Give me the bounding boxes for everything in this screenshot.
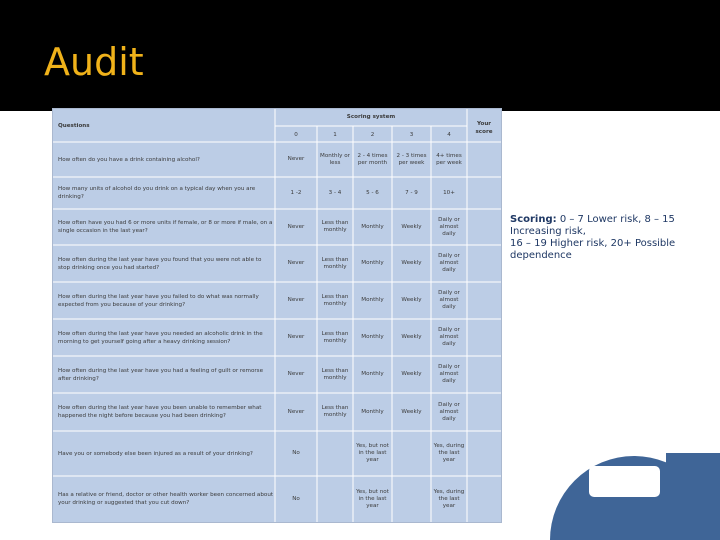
answer-option[interactable]: Monthly [361, 371, 384, 377]
answer-option[interactable]: Less than monthly [321, 293, 349, 307]
answer-option[interactable]: 3 - 4 [328, 189, 342, 196]
answer-option[interactable]: Less than monthly [321, 256, 349, 270]
answer-option[interactable]: No [292, 495, 300, 502]
answer-option[interactable]: Never [287, 334, 305, 340]
answer-option[interactable]: Monthly [361, 408, 384, 415]
answer-option[interactable]: Monthly [361, 260, 384, 266]
answer-option[interactable]: Daily or almost daily [438, 253, 460, 273]
answer-option[interactable] [394, 476, 429, 522]
audit-table [52, 108, 502, 523]
question-text: How often during the last year have you needed an alcoholic drink in the morning to get yourself going after a heavy drinking session? [58, 330, 263, 345]
answer-option[interactable]: Never [287, 223, 305, 230]
slide-title: Audit [44, 40, 144, 84]
answer-option[interactable]: Monthly [361, 297, 384, 303]
score-column-header: 1 [333, 131, 337, 138]
answer-option[interactable] [319, 476, 351, 522]
answer-option[interactable]: 2 - 3 times per week [396, 152, 427, 166]
answer-option[interactable]: Weekly [401, 371, 422, 377]
answer-option[interactable]: Yes, but not in the last year [356, 443, 389, 463]
question-text: How often during the last year have you found that you were not able to stop drinking once you had started? [58, 256, 262, 271]
question-text: How often during the last year have you been unable to remember what happened the night before because you had been drinking? [58, 405, 262, 419]
your-score-cell[interactable] [467, 431, 501, 476]
answer-option[interactable]: Never [287, 156, 305, 162]
score-column-header: 3 [409, 131, 414, 138]
answer-option[interactable]: Yes, during the last year [433, 488, 465, 509]
your-score-cell[interactable] [467, 476, 501, 522]
answer-option[interactable]: Monthly [361, 334, 384, 340]
answer-option[interactable]: Daily or almost daily [438, 401, 460, 422]
your-score-cell[interactable] [467, 245, 501, 282]
answer-option[interactable]: 1 -2 [290, 189, 302, 196]
scoring-line-2: 16 – 19 Higher risk, 20+ Possible dependence [510, 238, 676, 261]
questions-header: Questions [58, 123, 90, 129]
question-text: How often do you have a drink containing alcohol? [58, 156, 200, 163]
answer-option[interactable]: Daily or almost daily [438, 216, 460, 237]
question-text: Has a relative or friend, doctor or other health worker been concerned about your drinking or suggested that you cut down? [58, 492, 274, 506]
answer-option[interactable]: Never [287, 260, 305, 266]
your-score-cell[interactable] [467, 282, 501, 319]
score-column-header: 4 [447, 131, 451, 138]
answer-option[interactable]: Monthly [361, 223, 384, 230]
answer-option[interactable]: Weekly [401, 297, 422, 303]
question-text: How often during the last year have you failed to do what was normally expected from you because of your drinking? [58, 293, 259, 308]
scoring-system-header: Scoring system [346, 114, 396, 120]
answer-option[interactable]: Never [287, 408, 305, 415]
answer-option[interactable] [394, 431, 429, 476]
your-score-cell[interactable] [467, 209, 501, 245]
answer-option[interactable]: 4+ times per week [436, 152, 462, 166]
score-label: SCORE [601, 427, 643, 441]
answer-option[interactable]: Yes, but not in the last year [356, 488, 389, 509]
answer-option[interactable]: Less than monthly [321, 220, 349, 233]
your-score-cell[interactable] [467, 393, 501, 431]
your-score-cell[interactable] [467, 356, 501, 393]
question-text: How many units of alcohol do you drink on a typical day when you are drinking? [58, 186, 256, 200]
scoring-legend [510, 214, 700, 262]
score-input-box[interactable] [589, 466, 660, 497]
answer-option[interactable]: Yes, during the last year [433, 443, 465, 463]
score-column-header: 2 [370, 131, 375, 138]
question-text: How often have you had 6 or more units if female, or 8 or more if male, on a single occasion in the last year? [58, 220, 273, 234]
question-text: How often during the last year have you had a feeling of guilt or remorse after drinking? [58, 367, 264, 382]
your-score-cell[interactable] [467, 177, 501, 209]
scoring-label: Scoring: [510, 214, 557, 225]
answer-option[interactable]: 7 - 9 [405, 189, 418, 196]
question-text: Have you or somebody else been injured as a result of your drinking? [58, 450, 253, 457]
answer-option[interactable]: 5 - 6 [366, 189, 379, 196]
answer-option[interactable]: Monthly or less [320, 152, 350, 166]
answer-option[interactable]: Less than monthly [321, 405, 349, 418]
answer-option[interactable]: No [292, 450, 300, 456]
answer-option[interactable]: Never [287, 297, 305, 303]
your-score-cell[interactable] [467, 319, 501, 356]
your-score-header: Your score [475, 121, 493, 135]
answer-option[interactable]: Weekly [401, 408, 422, 415]
answer-option[interactable]: 10+ [443, 189, 455, 196]
answer-option[interactable]: Less than monthly [321, 330, 349, 344]
answer-option[interactable]: Weekly [401, 260, 422, 266]
answer-option[interactable]: 2 - 4 times per month [357, 152, 388, 166]
answer-option[interactable]: Daily or almost daily [438, 327, 460, 347]
answer-option[interactable]: Daily or almost daily [438, 290, 460, 310]
your-score-cell[interactable] [467, 142, 501, 177]
answer-option[interactable]: Weekly [401, 223, 422, 230]
score-column-header: 0 [294, 131, 298, 138]
answer-option[interactable]: Less than monthly [321, 367, 349, 381]
answer-option[interactable] [319, 431, 351, 476]
answer-option[interactable]: Weekly [401, 334, 422, 340]
scoring-line-1: 0 – 7 Lower risk, 8 – 15 Increasing risk, [510, 214, 675, 237]
answer-option[interactable]: Daily or almost daily [438, 364, 460, 384]
answer-option[interactable]: Never [287, 371, 305, 377]
